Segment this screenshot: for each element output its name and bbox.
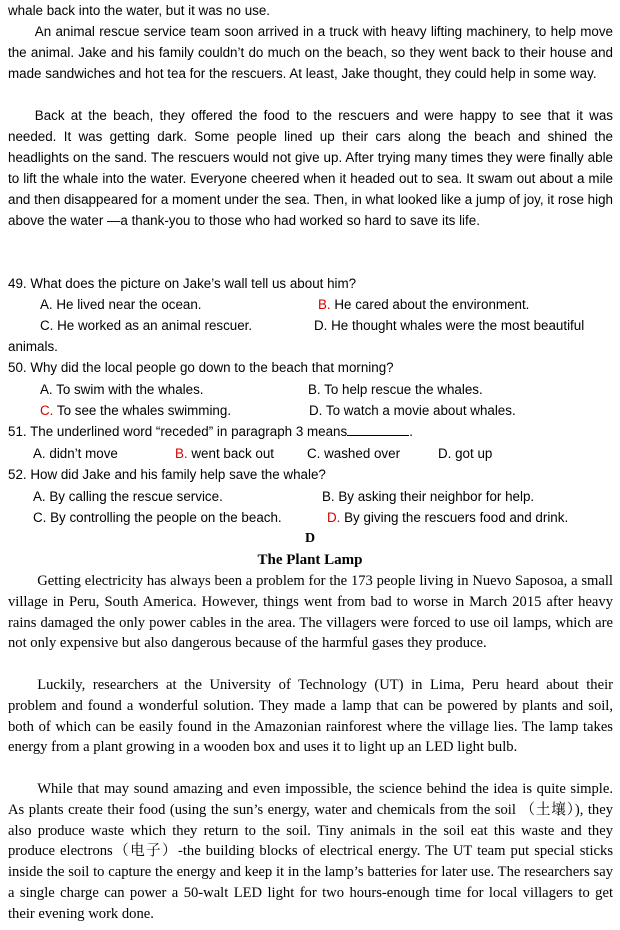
option-text: By giving the rescuers food and drink. xyxy=(340,510,569,525)
option-text: went back out xyxy=(187,446,275,461)
question-50-option-b: B. To help rescue the whales. xyxy=(308,382,483,397)
question-52-option-b: B. By asking their neighbor for help. xyxy=(322,489,535,504)
question-51-option-a: A. didn’t move xyxy=(33,446,118,461)
passage-c-paragraph-beach: Back at the beach, they offered the food to the rescuers and were happy to see that it was needed. It was getting dark. Some people lined up their cars along the beach and shined the headlights on the sand. The rescuers would not give up. After trying many times they were finally able to lift the whale into the water. Everyone cheered when it headed out to sea. It swam out about a mile and then disappeared for a moment under the sea. Then, in what looked like a jump of joy, it rose high above the water —a thank-you to those who had worked so hard to save its life. xyxy=(8,108,613,228)
passage-d-paragraph-2: Luckily, researchers at the University of Technology (UT) in Lima, Peru heard about their problem and found a wonderful solution. They made a lamp that can be powered by plants and soil, both of which can be easily found in the Amazonian rainforest where the village lies. The lamp takes energy from a plant growing in a wooden box and uses it to light up an LED light bulb. xyxy=(8,677,613,756)
question-51-option-b xyxy=(175,444,274,464)
stem-end: . xyxy=(409,424,413,439)
stem-text: 51. The underlined word “receded” in paragraph 3 means xyxy=(8,424,348,439)
option-text: He cared about the environment. xyxy=(330,297,530,312)
answer-letter: B. xyxy=(318,297,331,312)
passage-d-paragraph-3: While that may sound amazing and even impossible, the science behind the idea is quite simple. As plants create their food (using the sun’s energy, water and chemicals from the soil （土壤）), they also produce waste which they return to the soil. Tiny animals in the soil eat this waste and they produce electrons（电子）-the building blocks of electrical energy. The UT team put special sticks inside the soil to capture the energy and keep it in the lamp’s batteries for later use. The researchers say a single charge can power a 50-walt LED light for two hours-enough time for local villagers to get their evening work done. xyxy=(8,781,613,922)
question-51-stem xyxy=(8,422,413,442)
question-51-option-d: D. got up xyxy=(438,446,493,461)
question-50-option-c xyxy=(40,401,231,421)
section-letter: D xyxy=(304,531,316,546)
question-51-option-c: C. washed over xyxy=(307,446,401,461)
question-50-stem: 50. Why did the local people go down to the beach that morning? xyxy=(8,360,394,375)
passage-title: The Plant Lamp xyxy=(257,552,363,568)
passage-c-paragraph-truck: An animal rescue service team soon arrived in a truck with heavy lifting machinery, to help move the animal. Jake and his family couldn’t do much on the beach, so they went back to their house and made sandwiches and hot tea for the rescuers. At least, Jake thought, they could help in some way. xyxy=(8,24,613,81)
passage-c-paragraph-end: whale back into the water, but it was no use. xyxy=(8,3,271,18)
answer-letter: B. xyxy=(175,446,188,461)
question-50-option-d: D. To watch a movie about whales. xyxy=(309,403,516,418)
question-52-option-d xyxy=(327,508,568,528)
question-49-option-d-wrap: animals. xyxy=(8,339,58,354)
question-49-option-c: C. He worked as an animal rescuer. xyxy=(40,318,253,333)
question-52-option-c: C. By controlling the people on the beach. xyxy=(33,510,282,525)
question-49-option-b xyxy=(318,295,529,315)
question-52-option-a: A. By calling the rescue service. xyxy=(33,489,223,504)
question-52-stem: 52. How did Jake and his family help save the whale? xyxy=(8,467,326,482)
option-text: To see the whales swimming. xyxy=(53,403,232,418)
question-49-option-d: D. He thought whales were the most beautiful xyxy=(314,318,585,333)
answer-blank xyxy=(347,423,409,436)
question-49-option-a: A. He lived near the ocean. xyxy=(40,297,202,312)
question-50-option-a: A. To swim with the whales. xyxy=(40,382,204,397)
passage-d-paragraph-1: Getting electricity has always been a problem for the 173 people living in Nuevo Saposoa, a small village in Peru, South America. However, things went from bad to worse in March 2015 after heavy rains damaged the only power cables in the area. The villagers were forced to use oil lamps, which are not only expensive but also dangerous because of the harmful gases they produce. xyxy=(8,573,613,652)
question-49-stem: 49. What does the picture on Jake’s wall tell us about him? xyxy=(8,276,357,291)
answer-letter: C. xyxy=(40,403,54,418)
answer-letter: D. xyxy=(327,510,341,525)
